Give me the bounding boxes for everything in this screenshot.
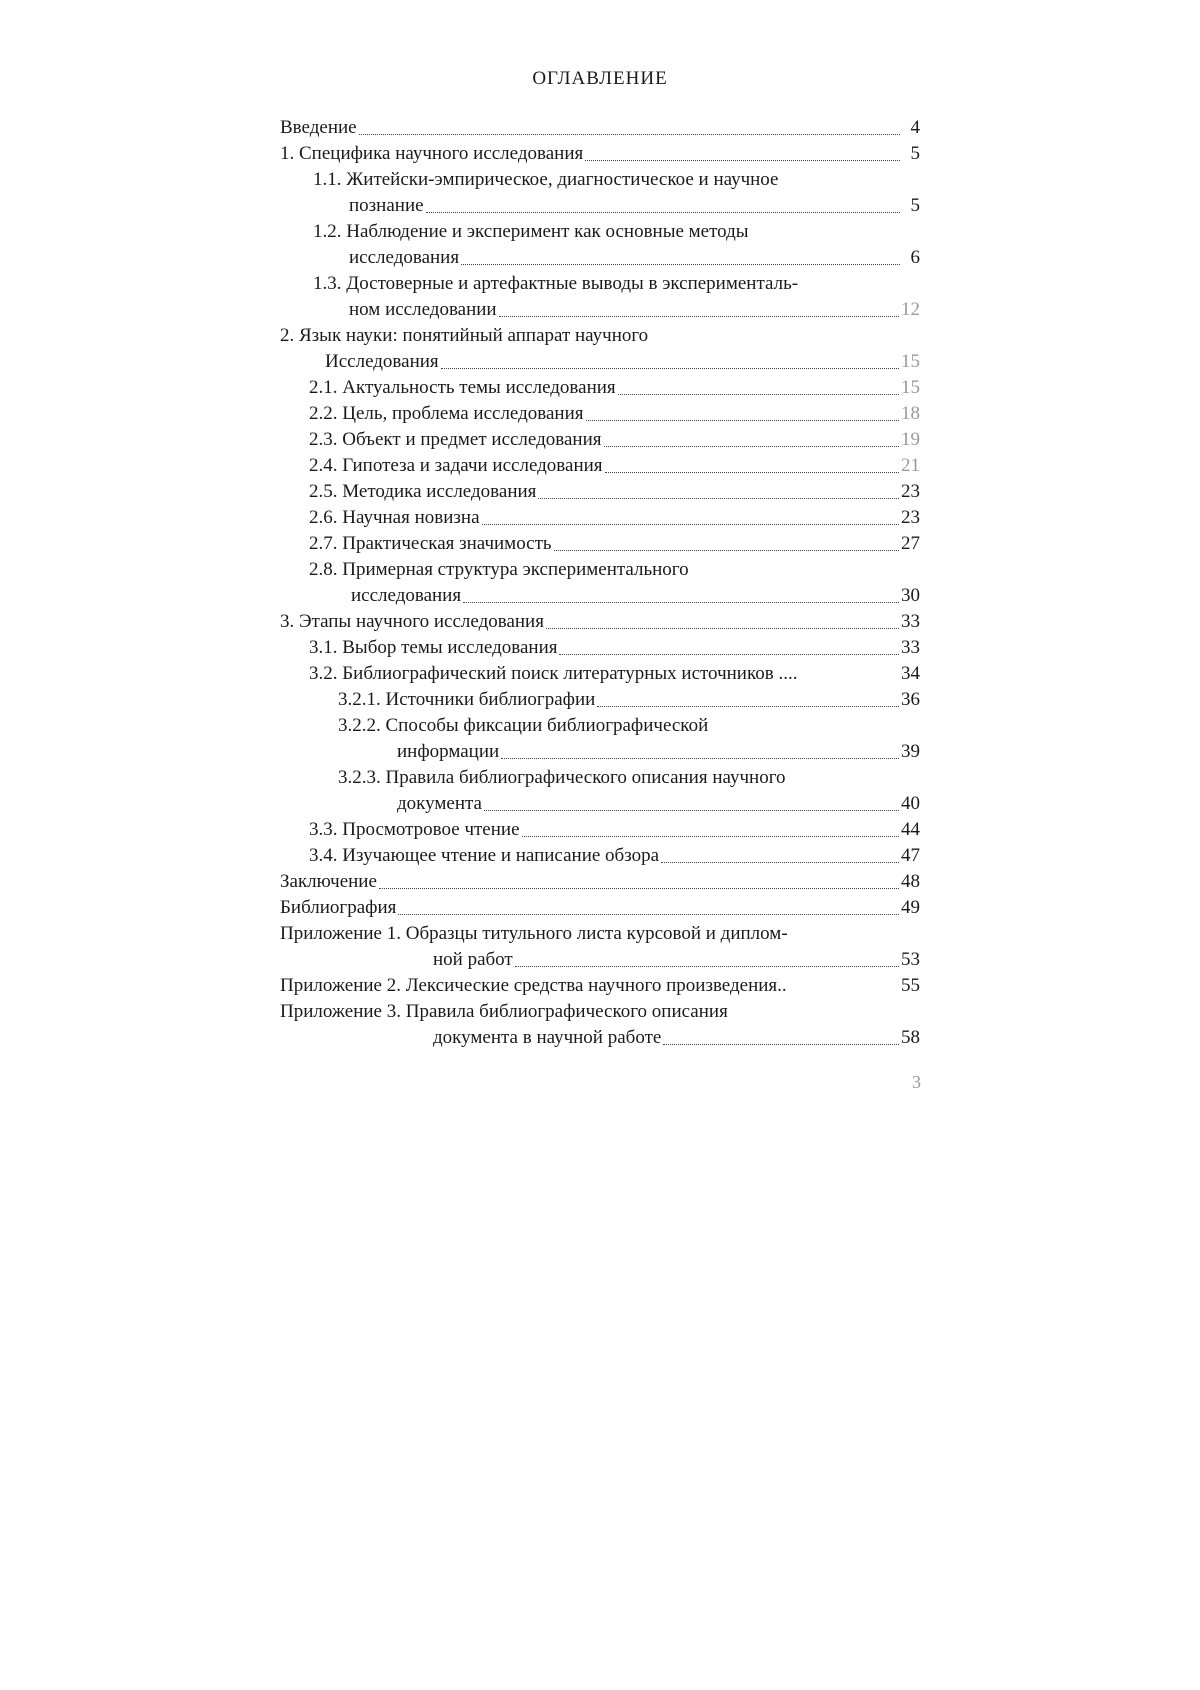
toc-entry-page: 18 bbox=[901, 403, 920, 424]
toc-entry-text: 2.3. Объект и предмет исследования bbox=[309, 429, 602, 450]
toc-entry bbox=[280, 973, 920, 999]
toc-entry bbox=[280, 869, 920, 895]
toc-entry-text: Введение bbox=[280, 117, 357, 138]
toc-entry-text: Приложение 2. Лексические средства научного произведения.. bbox=[280, 975, 787, 996]
toc-entry-text: 1.3. Достоверные и артефактные выводы в эксперименталь- bbox=[313, 273, 799, 294]
toc-entry bbox=[338, 765, 920, 791]
toc-entry-text: 3.4. Изучающее чтение и написание обзора bbox=[309, 845, 660, 866]
toc-entry-page: 55 bbox=[901, 975, 920, 996]
toc-entry-page: 5 bbox=[910, 195, 920, 216]
toc-entry-text: ной работ bbox=[433, 949, 513, 970]
toc-entry-page: 48 bbox=[901, 871, 920, 892]
toc-entry-page: 49 bbox=[901, 897, 920, 918]
toc-entry-page: 15 bbox=[901, 351, 920, 372]
toc-entry-page: 30 bbox=[901, 585, 920, 606]
toc-entry-page: 21 bbox=[901, 455, 920, 476]
toc-entry-text: 2.2. Цель, проблема исследования bbox=[309, 403, 584, 424]
toc-entry bbox=[309, 635, 920, 661]
toc-entry bbox=[309, 531, 920, 557]
toc-entry-text: 2.6. Научная новизна bbox=[309, 507, 480, 528]
toc-entry-page: 58 bbox=[901, 1027, 920, 1048]
toc-entry bbox=[309, 557, 920, 583]
toc-entry bbox=[397, 739, 920, 765]
toc-entry bbox=[280, 609, 920, 635]
toc-entry-text: Исследования bbox=[325, 351, 439, 372]
toc-entry bbox=[280, 323, 920, 349]
toc-entry-text: познание bbox=[349, 195, 424, 216]
toc-entry-text: Заключение bbox=[280, 871, 377, 892]
toc-entry-page: 33 bbox=[901, 637, 920, 658]
toc-entry-text: Приложение 3. Правила библиографического описания bbox=[280, 1001, 728, 1022]
toc-entry-page: 36 bbox=[901, 689, 920, 710]
toc-entry bbox=[309, 817, 920, 843]
toc-entry bbox=[349, 245, 920, 271]
page-title: ОГЛАВЛЕНИЕ bbox=[532, 68, 668, 89]
toc-entry bbox=[351, 583, 920, 609]
toc-entry-page: 19 bbox=[901, 429, 920, 450]
toc-entry-page: 23 bbox=[901, 481, 920, 502]
toc-entry-text: 3.2.1. Источники библиографии bbox=[338, 689, 596, 710]
toc-entry-page: 40 bbox=[901, 793, 920, 814]
toc-entry bbox=[433, 1025, 920, 1051]
toc-entry bbox=[338, 713, 920, 739]
toc-entry-page: 44 bbox=[901, 819, 920, 840]
toc-entry-text: документа в научной работе bbox=[433, 1027, 662, 1048]
toc-entry bbox=[433, 947, 920, 973]
toc-entry-text: 2.1. Актуальность темы исследования bbox=[309, 377, 616, 398]
toc-entry bbox=[309, 453, 920, 479]
toc-entry-page: 53 bbox=[901, 949, 920, 970]
toc-entry-text: 2.8. Примерная структура экспериментального bbox=[309, 559, 689, 580]
toc-entry bbox=[280, 115, 920, 141]
toc-entry-text: 3.2. Библиографический поиск литературных источников .... bbox=[309, 663, 798, 684]
toc-entry bbox=[309, 401, 920, 427]
toc-entry-text: ном исследовании bbox=[349, 299, 497, 320]
toc-entry-text: документа bbox=[397, 793, 482, 814]
toc-entry-text: 2. Язык науки: понятийный аппарат научного bbox=[280, 325, 649, 346]
toc-entry-page: 23 bbox=[901, 507, 920, 528]
toc-entry-text: 1.1. Житейски-эмпирическое, диагностическое и научное bbox=[313, 169, 779, 190]
toc-entry bbox=[280, 999, 920, 1025]
toc-entry bbox=[313, 167, 920, 193]
toc-entry-text: 2.7. Практическая значимость bbox=[309, 533, 552, 554]
toc-entry bbox=[313, 271, 920, 297]
toc-entry-text: 3.3. Просмотровое чтение bbox=[309, 819, 520, 840]
toc-entry-text: исследования bbox=[349, 247, 460, 268]
toc-entry bbox=[280, 141, 920, 167]
toc-entry bbox=[349, 297, 920, 323]
page-number: 3 bbox=[912, 1072, 921, 1092]
toc-entry bbox=[309, 843, 920, 869]
toc-entry-text: 2.5. Методика исследования bbox=[309, 481, 537, 502]
toc-entry bbox=[313, 219, 920, 245]
toc-entry bbox=[397, 791, 920, 817]
toc-entry-page: 27 bbox=[901, 533, 920, 554]
toc-entry bbox=[349, 193, 920, 219]
toc-entry-page: 12 bbox=[901, 299, 920, 320]
toc-entry-page: 39 bbox=[901, 741, 920, 762]
toc-entry bbox=[309, 505, 920, 531]
toc-entry bbox=[309, 427, 920, 453]
toc-entry-text: 3. Этапы научного исследования bbox=[280, 611, 544, 632]
toc-entry-page: 33 bbox=[901, 611, 920, 632]
toc-entry-text: информации bbox=[397, 741, 500, 762]
toc-entry-text: 2.4. Гипотеза и задачи исследования bbox=[309, 455, 603, 476]
toc-entry bbox=[309, 661, 920, 687]
toc-entry-page: 47 bbox=[901, 845, 920, 866]
toc-entry bbox=[280, 895, 920, 921]
toc-entry-page: 4 bbox=[910, 117, 920, 138]
toc-entry-text: исследования bbox=[351, 585, 462, 606]
toc-entry-text: 3.2.3. Правила библиографического описания научного bbox=[338, 767, 786, 788]
toc-entry-page: 5 bbox=[910, 143, 920, 164]
toc-entry bbox=[280, 921, 920, 947]
toc-entry-text: Библиография bbox=[280, 897, 397, 918]
toc-entry-text: 3.1. Выбор темы исследования bbox=[309, 637, 558, 658]
toc-entry-text: 1. Специфика научного исследования bbox=[280, 143, 584, 164]
toc-entry bbox=[309, 479, 920, 505]
toc-entry bbox=[325, 349, 920, 375]
toc-entry-text: Приложение 1. Образцы титульного листа курсовой и диплом- bbox=[280, 923, 788, 944]
toc-entry bbox=[338, 687, 920, 713]
toc-entry-text: 1.2. Наблюдение и эксперимент как основные методы bbox=[313, 221, 749, 242]
toc-entry-page: 15 bbox=[901, 377, 920, 398]
toc-entry bbox=[309, 375, 920, 401]
toc-entry-page: 6 bbox=[910, 247, 920, 268]
toc-entry-text: 3.2.2. Способы фиксации библиографической bbox=[338, 715, 709, 736]
toc-entry-page: 34 bbox=[901, 663, 920, 684]
